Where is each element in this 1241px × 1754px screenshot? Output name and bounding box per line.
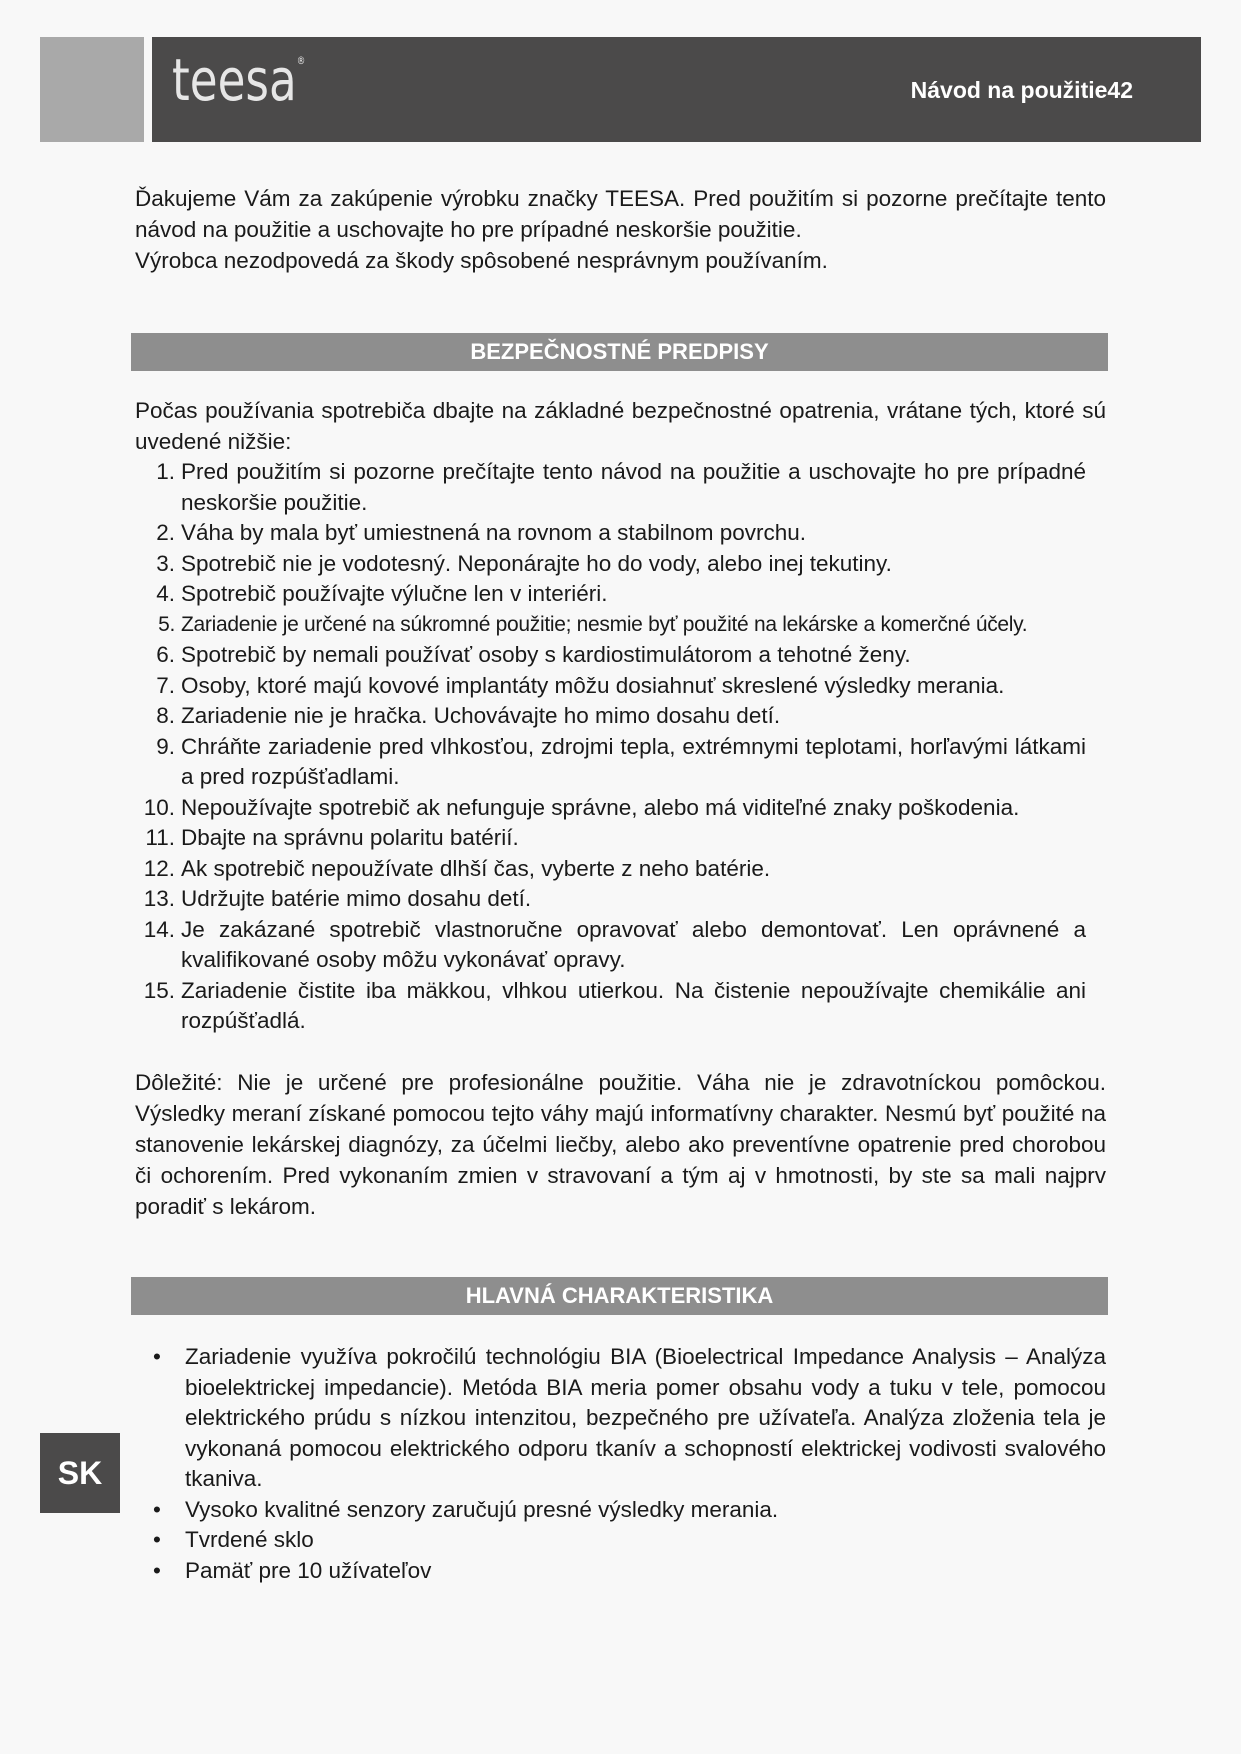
list-item: • Zariadenie využíva pokročilú technológiu BIA (Bioelectrical Impedance Analysis – Analýza bioelektrickej impedancie). Metóda BIA meria pomer obsahu vody a tuku v tele, pomocou elektrického prúdu s nízkou intenzitou, bezpečného pre užívateľa. Analýza zloženia tela je vykonaná pomocou elektrického odporu tkanív a schopností elektrickej vodivosti svalového tkaniva. — [153, 1344, 1106, 1491]
list-item: 4. Spotrebič používajte výlučne len v interiéri. — [156, 581, 608, 606]
language-tab: SK — [40, 1433, 120, 1513]
list-item: 14. Je zakázané spotrebič vlastnoručne opravovať alebo demontovať. Len oprávnené a kvalifikované osoby môžu vykonávať opravy. — [143, 916, 1086, 972]
safety-section — [135, 396, 1106, 1037]
header-left-block — [40, 37, 144, 142]
safety-heading: BEZPEČNOSTNÉ PREDPISY — [131, 333, 1108, 371]
list-item: 9. Chráňte zariadenie pred vlhkosťou, zdrojmi tepla, extrémnymi teplotami, horľavými látkami a pred rozpúšťadlami. — [156, 733, 1086, 789]
header-title: Návod na použitie42 — [910, 77, 1133, 103]
header-bar — [152, 37, 1201, 142]
list-item: 12. Ak spotrebič nepoužívate dlhší čas, vyberte z neho batérie. — [143, 855, 771, 881]
intro-paragraph: Ďakujeme Vám za zakúpenie výrobku značky TEESA. Pred použitím si pozorne prečítajte tento návod na použitie a uschovajte ho pre prípadné neskoršie použitie. — [135, 186, 1106, 242]
features-section — [135, 1342, 1106, 1586]
list-item: 3. Spotrebič nie je vodotesný. Neponárajte ho do vody, alebo inej tekutiny. — [156, 550, 892, 576]
features-list — [135, 1342, 1106, 1586]
list-item: 6. Spotrebič by nemali používať osoby s kardiostimulátorom a tehotné ženy. — [156, 642, 911, 667]
list-item: 2. Váha by mala byť umiestnená na rovnom a stabilnom povrchu. — [156, 520, 807, 545]
safety-list — [135, 457, 1106, 1037]
intro-disclaimer: Výrobca nezodpovedá za škody spôsobené nesprávnym používaním. — [135, 248, 828, 273]
list-item: 11. Dbajte na správnu polaritu batérií. — [145, 825, 519, 850]
list-item: 10. Nepoužívajte spotrebič ak nefunguje správne, alebo má viditeľné znaky poškodenia. — [143, 794, 1020, 820]
safety-lead: Počas používania spotrebiča dbajte na základné bezpečnostné opatrenia, vrátane tých, ktoré sú uvedené nižšie: — [135, 398, 1106, 454]
bullet-icon: • — [153, 1527, 161, 1552]
list-item: • Pamäť pre 10 užívateľov — [135, 1556, 1106, 1587]
list-item: 13. Udržujte batérie mimo dosahu detí. — [143, 886, 532, 911]
bullet-icon: • — [153, 1496, 161, 1522]
features-heading: HLAVNÁ CHARAKTERISTIKA — [131, 1277, 1108, 1315]
list-item: 1. Pred použitím si pozorne prečítajte tento návod na použitie a uschovajte ho pre prípadné neskoršie použitie. — [156, 459, 1086, 515]
list-item: 7. Osoby, ktoré majú kovové implantáty môžu dosiahnuť skreslené výsledky merania. — [156, 672, 1005, 698]
important-paragraph: Dôležité: Nie je určené pre profesionálne použitie. Váha nie je zdravotníckou pomôckou. Výsledky meraní získané pomocou tejto váhy majú informatívny charakter. Nesmú byť použité na stanovenie lekárskej diagnózy, za účelmi liečby, alebo ako preventívne opatrenie pred chorobou či ochorením. Pred vykonaním zmien v stravovaní a tým aj v hmotnosti, by ste sa mali najprv poradiť s lekárom. — [135, 1070, 1106, 1219]
bullet-icon: • — [153, 1557, 161, 1583]
list-item: • Vysoko kvalitné senzory zaručujú presné výsledky merania. — [135, 1495, 1106, 1526]
teesa-logo: teesa® — [172, 46, 306, 114]
list-item: 15. Zariadenie čistite iba mäkkou, vlhkou utierkou. Na čistenie nepoužívajte chemikálie ani rozpúšťadlá. — [143, 977, 1086, 1033]
important-notice — [135, 1067, 1106, 1222]
bullet-icon: • — [153, 1344, 161, 1369]
list-item: • Tvrdené sklo — [135, 1525, 1106, 1556]
list-item: 5. Zariadenie je určené na súkromné použitie; nesmie byť použité na lekárske a komerčné účely. — [158, 612, 1028, 636]
intro-section — [135, 183, 1106, 276]
list-item: 8. Zariadenie nie je hračka. Uchovávajte ho mimo dosahu detí. — [156, 703, 781, 728]
